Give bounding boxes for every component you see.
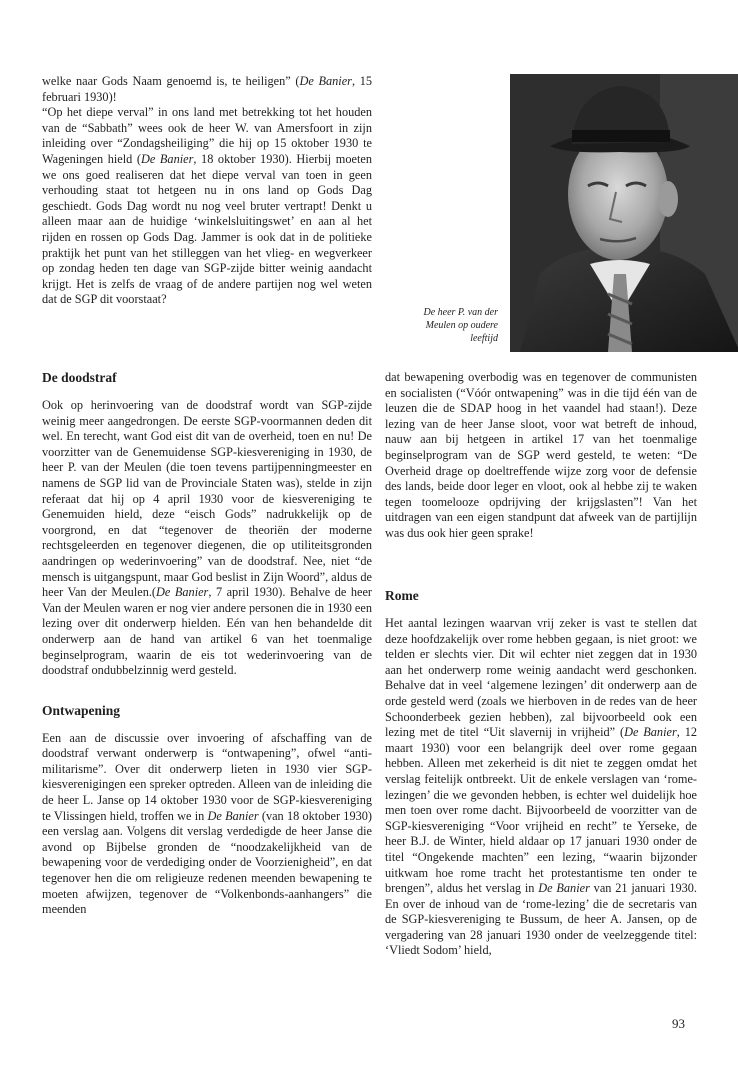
source-title: De Banier xyxy=(299,74,352,88)
text-run: Het aantal lezingen waarvan vrij zeker is vast te stellen dat deze hoofdzakelijk over rome hebben gegaan, is niet groot: we telden er slechts vier. Dit wil echter niet zeggen dat in 1930 aan het onderwerp rome weinig aandacht werd geschonken. Behalve dat in veel ‘algemene lezingen’ dit onderwerp aan de orde gesteld werd (zoals we hierboven in de redes van de heer Schoonderbeek gezien hebben), zal bijvoorbeeld ook een lezing met de titel “Uit slavernij in vrijheid” ( xyxy=(385,616,697,740)
section-heading-doodstraf: De doodstraf xyxy=(42,370,117,385)
text-run: welke naar Gods Naam genoemd is, te heiligen” ( xyxy=(42,74,300,88)
spacer xyxy=(42,679,372,703)
section-heading-ontwapening: Ontwapening xyxy=(42,702,121,718)
page-number: 93 xyxy=(672,1016,685,1031)
source-title: De Banier xyxy=(538,881,590,896)
text-run: Ook op herinvoering van de doodstraf wordt van SGP-zijde weinig meer aangedrongen. De eerste SGP-voormannen deden dit wel. En terecht, want God eist dit van de overheid, toen en nu! De voorzitter van de Genemuidense SGP-kiesvereniging in 1930, de heer P. van der Meulen (die toen tevens partijpenningmeester en namens de SGP lid van de Provinciale Staten was), stelde in zijn referaat dat hij op 4 april 1930 voor de kiesvereniging te Genemuiden hield, deze “eisch Gods” nadrukkelijk op de voorgrond, en dat “tegenover de theoriën der moderne rechtsgeleerden en tegenover diegenen, die op utiliteitsgronden aandringen op wederinvoering” van de doodstraf. Nee, niet “de mensch is uitgangspunt, maar God beslist in Zijn Woord”, aldus de heer Van der Meulen.( xyxy=(42,398,372,600)
paragraph-rome xyxy=(385,616,697,959)
portrait-photo xyxy=(510,74,738,352)
right-column-top xyxy=(385,370,697,542)
source-title: De Banier xyxy=(141,151,194,166)
text-run: , 15 februari 1930)! xyxy=(42,74,372,104)
text-run: (van 18 oktober 1930) een verslag aan. Volgens dit verslag verdedigde de heer Janse die avond op Bijbelse gronden de “noodzakelijkheid van de bewapening voor de verdediging onder de Voorzienigheid”, en dat tegenover hen die om religieuze redenen meenden bewapening te moeten afwijzen, tegenover de “Volkenbonds-aanhangers” die meenden xyxy=(42,808,372,917)
source-title: De Banier xyxy=(624,725,677,740)
paragraph-ontwapening-continued: dat bewapening overbodig was en tegenover de communisten en socialisten (“Vóór ontwapening” was in die tijd één van de leuzen die de SDAP hoog in het vaandel had staan!). Deze lezing van de heer Janse sloot, voor wat betreft de inhoud, nauw aan bij hetgeen in artikel 17 van het toenmalige beginselprogram van de SGP werd gesteld, te weten: “De Overheid drage op doeltreffende wijze zorg voor de defensie des lands, beide door leger en vloot, ook al hebbe zij te waken tegen toomelooze opdrijving der krijgslasten”! Van het uitdragen van een eigen standpunt dat afweek van de partijlijn was dus ook hier geen sprake! xyxy=(385,370,697,540)
source-title: De Banier xyxy=(207,808,259,823)
photo-caption: De heer P. van der Meulen op oudere leeftijd xyxy=(423,307,498,344)
text-run: Een aan de discussie over invoering of afschaffing van de doodstraf verwant onderwerp is “ontwapening”, ofwel “anti-militarisme”. Over dit onderwerp lieten in 1930 vier SGP-kiesverenigingen een spreker optreden. Alleen van de inleiding die de heer L. Janse op 14 oktober 1930 voor de SGP-kiesvereniging te Vlissingen hield, troffen we in xyxy=(42,730,372,823)
right-column-bottom xyxy=(385,588,697,959)
text-run: , 7 april 1930). Behalve de heer Van der Meulen waren er nog vier andere personen die in 1930 een lezing over dit onderwerp hielden. Eén van hen behandelde dit onderwerp aan de hand van artikel 6 van het toenmalige beginselprogram, waarin de eis tot wederinvoering van de doodstraf ondubbelzinnig werd gesteld. xyxy=(42,585,372,678)
text-run: , 12 maart 1930) voor een belangrijk deel over rome gegaan hebben. Alleen met zekerheid is dit niet te zeggen omdat het verslag feitelijk ontbreekt. Uit de enkele verslagen van ‘rome-lezingen’ die we gevonden hebben, is echter wel duidelijk hoe men toen over rome dacht. Bijvoorbeeld de voorzitter van de SGP-kiesvereniging “Voor vrijheid en recht” te Yerseke, de heer B.J. de Winter, hield aldaar op 17 januari 1930 onder de titel “Ongekende machten” een lezing, “waarin bijzonder uitkwam hoe rome tracht het protestantisme ten onder te brengen”, aldus het verslag in xyxy=(385,725,697,896)
text-run: , 18 oktober 1930). Hierbij moeten we ons goed realiseren dat het diepe verval van toen in geen verhouding staat tot hetgeen nu in ons land op Gods Dag geschiedt. Gods Dag wordt nu nog veel bruter vertrapt! Denkt u alleen maar aan de huidige ‘winkelsluitingswet’ en aan al het rijden en rossen op Gods Dag. Jammer is ook dat in de politieke praktijk het punt van het stilleggen van het vlieg- en wegverkeer op zondag heden ten dage van SGP-zijde bitter weinig aandacht krijgt. Het is zelfs de vraag of de andere partijen nog wel weten dat de SGP dit voorstaat? xyxy=(42,151,372,307)
text-run: van 21 januari 1930. En over de inhoud van de ‘rome-lezing’ die de secretaris van de SGP-kiesvereniging te Bussum, de heer A. Jansen, op de vergadering van 28 januari 1930 onder de veelzeggende titel: ‘Vliedt Sodom’ hield, xyxy=(385,881,697,958)
left-column-bottom xyxy=(42,370,372,918)
paragraph-ontwapening xyxy=(42,731,372,918)
text-run: “Op het diepe verval” in ons land met betrekking tot het houden van de “Sabbath” wees ook de heer W. van Amersfoort in zijn inleiding over “Zondagsheiliging” die hij op 15 oktober 1930 te Wageningen hield ( xyxy=(42,105,372,166)
paragraph-doodstraf xyxy=(42,398,372,679)
section-heading-rome: Rome xyxy=(385,588,419,603)
paragraph-sabbath-end xyxy=(42,74,372,105)
portrait-illustration xyxy=(510,74,738,352)
left-column-top xyxy=(42,74,372,308)
source-title: De Banier xyxy=(156,585,209,600)
paragraph-diepe-verval xyxy=(42,105,372,308)
